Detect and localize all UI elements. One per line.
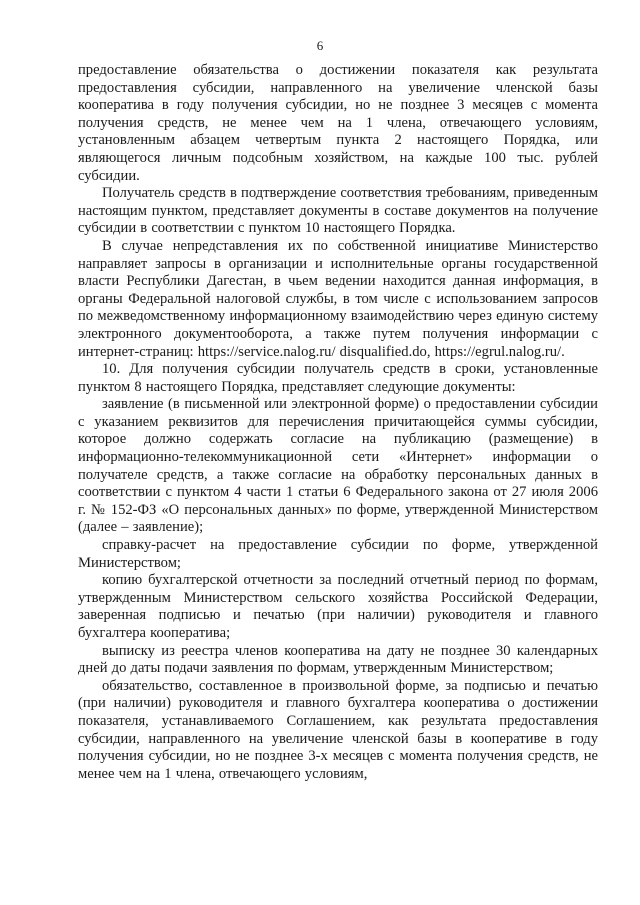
paragraph-item-10: 10. Для получения субсидии получатель средств в сроки, установленные пунктом 8 настоящего Порядка, представляет следующие документы: bbox=[78, 361, 598, 395]
paragraph-calculation-certificate: справку-расчет на предоставление субсидии по форме, утвержденной Министерством; bbox=[78, 537, 598, 571]
paragraph-members-register: выписку из реестра членов кооператива на дату не позднее 30 календарных дней до даты подачи заявления по формам, утвержденным Министерством; bbox=[78, 642, 598, 677]
paragraph-obligation: обязательство, составленное в произвольной форме, за подписью и печатью (при наличии) руководителя и главного бухгалтера кооператива о достижении показателя, устанавливаемого Соглашением, как результата предоставления субсидии, направленного на увеличение членской базы в кооперативе в году получения субсидии, но не позднее 3-х месяцев с момента получения средств, не менее чем на 1 члена, отвечающего условиям, bbox=[78, 677, 598, 782]
paragraph-recipient-documents: Получатель средств в подтверждение соответствия требованиям, приведенным настоящим пунктом, представляет документы в составе документов на получение субсидии в соответствии с пунктом 10 настоящего Порядка. bbox=[78, 185, 598, 237]
paragraph-application: заявление (в письменной или электронной форме) о предоставлении субсидии с указанием реквизитов для перечисления причитающейся суммы субсидии, которое должно содержать согласие на публикацию (размещение) в информационно-телекоммуникационной сети «Интернет» информации о получателе средств, а также согласие на обработку персональных данных в соответствии с пунктом 4 части 1 статьи 6 Федерального закона от 27 июля 2006 г. № 152-ФЗ «О персональных данных» по форме, утвержденной Министерством (далее – заявление); bbox=[78, 396, 598, 536]
paragraph-ministry-requests: В случае непредставления их по собственной инициативе Министерство направляет запросы в организации и исполнительные органы государственной власти Республики Дагестан, в чьем ведении находится данная информация, в органы Федеральной налоговой службы, в том числе с использованием запросов по межведомственному информационному взаимодействию через единую систему электронного документооборота, а также путем получения информации с интернет-страниц: https://service.nalog.ru/ disqualified.do, https://egrul.nalog.ru/. bbox=[78, 237, 598, 360]
paragraph-accounting-report: копию бухгалтерской отчетности за последний отчетный период по формам, утвержденным Министерством сельского хозяйства Российской Федерации, заверенная подписью и печатью (при наличии) руководителя и главного бухгалтера кооператива; bbox=[78, 572, 598, 641]
document-body bbox=[78, 62, 598, 783]
paragraph-obligation-continuation: предоставление обязательства о достижении показателя как результата предоставления субсидии, направленного на увеличение членской базы кооператива в году получения субсидии, но не позднее 3 месяцев с момента получения средств, не менее чем на 1 члена, отвечающего условиям, установленным абзацем четвертым пункта 2 настоящего Порядка, или являющегося личным подсобным хозяйством, на каждые 100 тыс. рублей субсидии. bbox=[78, 62, 598, 184]
page-number: 6 bbox=[316, 38, 324, 53]
